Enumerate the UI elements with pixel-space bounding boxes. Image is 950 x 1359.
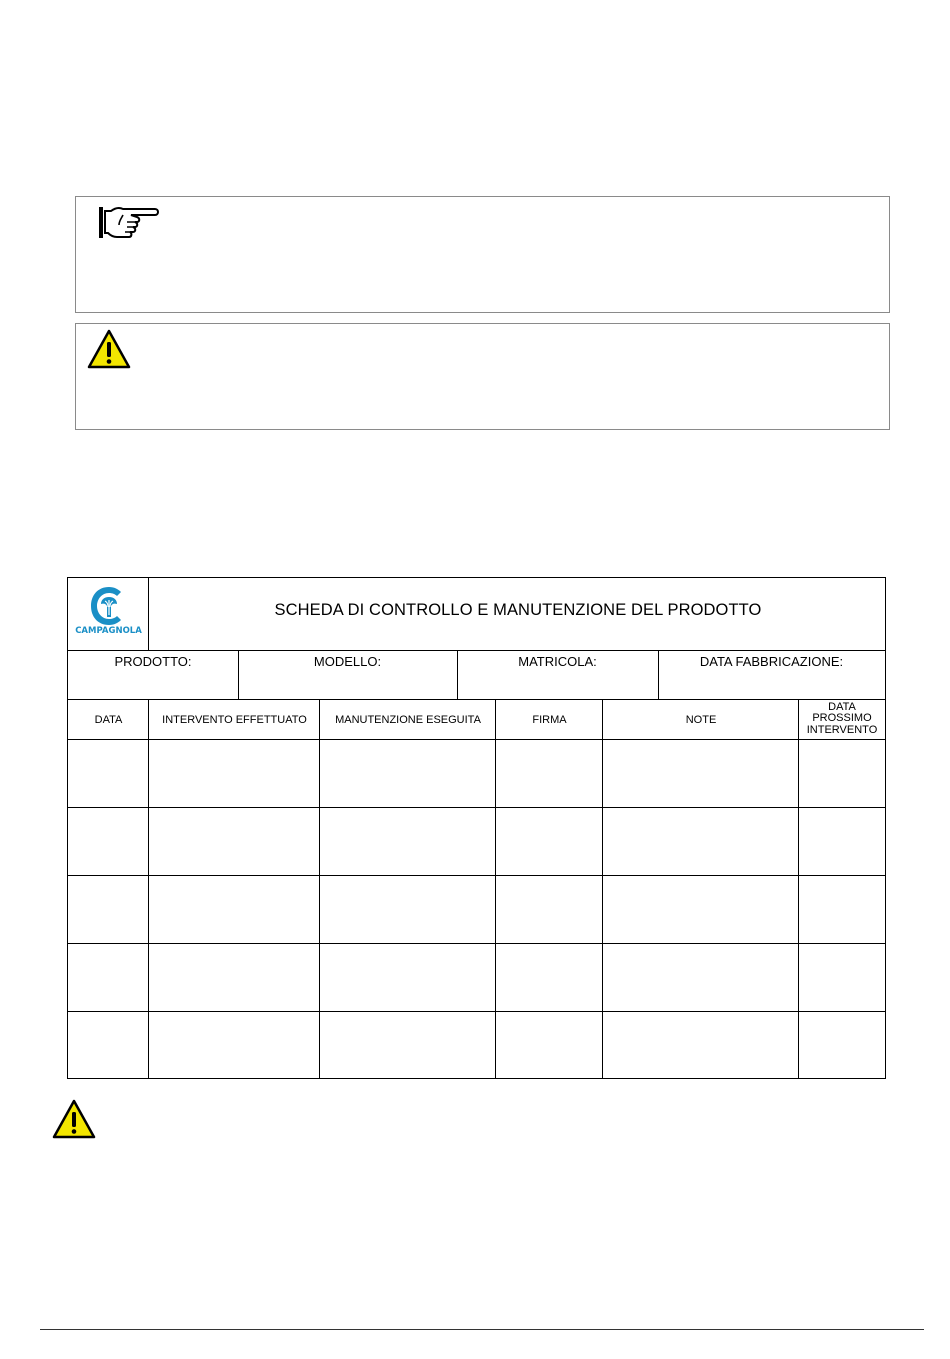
grid-line (148, 578, 149, 651)
field-prodotto: PRODOTTO: (114, 654, 192, 669)
maintenance-sheet (67, 577, 886, 1079)
campagnola-logo (68, 578, 149, 651)
grid-line (602, 699, 603, 1079)
grid-line (68, 943, 885, 944)
warning-icon (52, 1099, 96, 1140)
column-header-firma: FIRMA (532, 714, 567, 726)
table-row (68, 944, 885, 1012)
column-header-intervento: INTERVENTO EFFETTUATO (162, 714, 307, 726)
field-matricola: MATRICOLA: (518, 654, 597, 669)
column-header-data: DATA (94, 714, 123, 726)
grid-line (68, 1011, 885, 1012)
table-row (68, 1012, 885, 1078)
column-header-note: NOTE (685, 714, 717, 726)
grid-line (319, 699, 320, 1079)
column-header-manutenzione: MANUTENZIONE ESEGUITA (335, 714, 481, 726)
note-box-warning (75, 323, 890, 430)
grid-line (68, 739, 885, 740)
column-header-data-prossimo-intervento: DATA PROSSIMO INTERVENTO (806, 700, 878, 736)
note-box-info (75, 196, 890, 313)
warning-icon (87, 329, 131, 370)
grid-line (148, 699, 149, 1079)
grid-line (68, 807, 885, 808)
grid-line (68, 650, 885, 651)
table-row (68, 876, 885, 944)
grid-line (238, 650, 239, 700)
pointing-hand-icon (97, 205, 161, 241)
campagnola-logo-mark (90, 586, 128, 626)
grid-line (457, 650, 458, 700)
table-row (68, 808, 885, 876)
footer-rule (40, 1329, 924, 1330)
grid-line (495, 699, 496, 1079)
grid-line (798, 699, 799, 1079)
sheet-title: SCHEDA DI CONTROLLO E MANUTENZIONE DEL PRODOTTO (274, 600, 762, 619)
grid-line (658, 650, 659, 700)
grid-line (68, 699, 885, 700)
logo-text: CAMPAGNOLA (75, 626, 142, 636)
field-data-fabbricazione: DATA FABBRICAZIONE: (699, 654, 844, 669)
field-modello: MODELLO: (313, 654, 382, 669)
grid-line (68, 875, 885, 876)
table-row (68, 740, 885, 808)
